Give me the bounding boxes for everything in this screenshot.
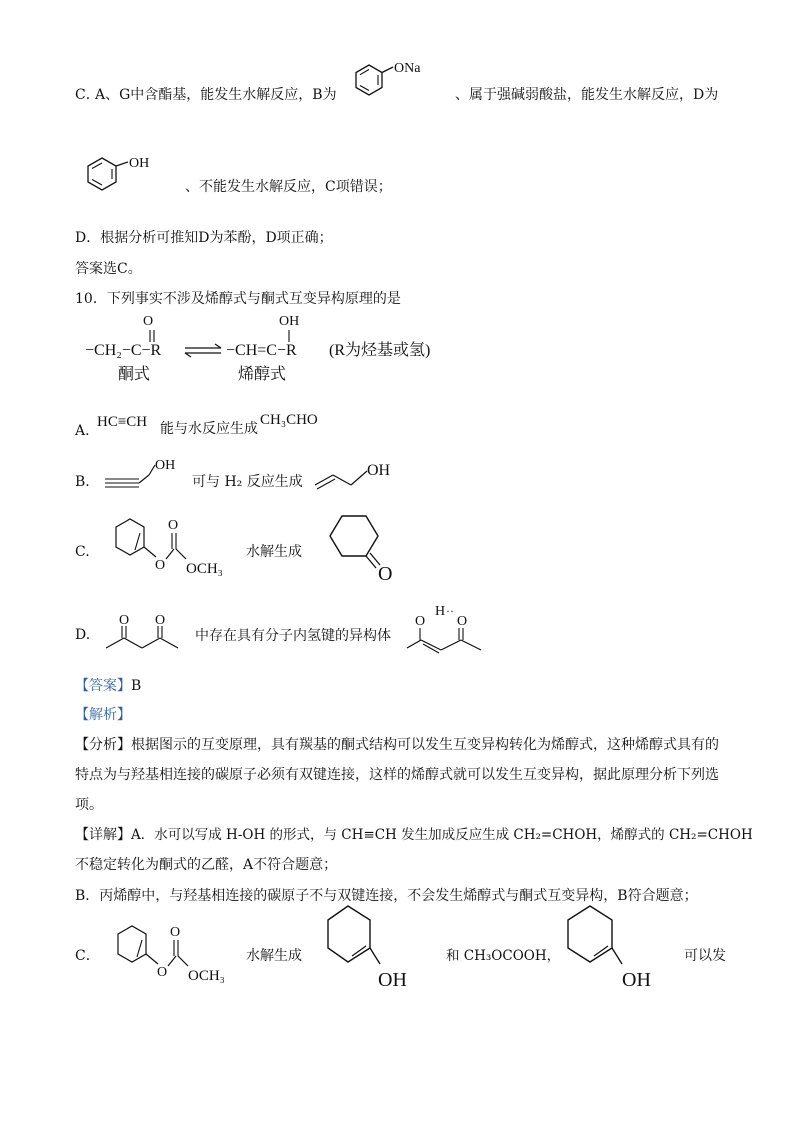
propargyl-alcohol-structure <box>103 455 183 490</box>
svg-text:O: O <box>457 614 468 629</box>
option-b-text: 可与 H₂ 反应生成 <box>192 474 303 490</box>
acetylacetone-structure <box>104 608 194 658</box>
xiangjie-c-text-1: 水解生成 <box>246 948 302 964</box>
b-oh-label-1: OH <box>155 458 176 473</box>
c-och3-label: OCH₃ <box>186 561 223 577</box>
xj-enol-carbonate-structure <box>104 918 244 990</box>
answer-line: 答案选C。 <box>75 261 142 277</box>
equilibrium-arrows <box>183 344 223 358</box>
xiangjie-line-1: A．水可以写成 H-OH 的形式，与 CH≡CH 发生加成反应生成 CH₂=CHOH，烯醇式的 CH₂=CHOH <box>131 827 753 843</box>
option-d-text: D．根据分析可推知D为苯酚，D项正确； <box>75 230 333 246</box>
svg-text:H: H <box>435 604 446 619</box>
xj-o-label: O <box>170 925 181 940</box>
option-c10-text: 水解生成 <box>246 544 302 560</box>
xiangjie-line-2: 不稳定转化为酮式的乙醛，A不符合题意； <box>75 857 338 873</box>
xj-oh-label-2: OH <box>622 969 651 991</box>
xiangjie-c-letter: C． <box>75 948 100 964</box>
sodium-phenoxide-structure <box>352 60 452 110</box>
c-ketone-o-label: O <box>378 563 393 585</box>
xj-cyclohexenol-structure-2 <box>560 902 690 997</box>
enol-hbond-structure <box>405 598 495 658</box>
phenol-structure <box>82 152 182 202</box>
enol-formula: −CH=C−R <box>226 342 297 359</box>
fenxi-line-3: 项。 <box>75 797 103 813</box>
enol-label: 烯醇式 <box>238 364 287 383</box>
xiangjie-c-text-2: 和 CH₃OCOOH， <box>446 948 561 964</box>
answer-value: B <box>131 678 142 694</box>
fenxi-line-1: 根据图示的互变原理，具有羰基的酮式结构可以发生互变异构转化为烯醇式，这种烯醇式具有的 <box>131 737 719 753</box>
question-10-stem: 10．下列事实不涉及烯醇式与酮式互变异构原理的是 <box>75 291 401 307</box>
option-c-text-2: 、属于强碱弱酸盐，能发生水解反应，D为 <box>455 87 719 103</box>
option-d10-text: 中存在具有分子内氢键的异构体 <box>195 628 391 644</box>
acetylene-formula: HC≡CH <box>97 414 148 430</box>
option-c10-letter: C. <box>75 544 90 560</box>
keto-formula: −CH₂−C−R <box>85 342 162 359</box>
xiangjie-c-text-end: 可以发 <box>684 948 726 964</box>
ona-label: ONa <box>394 61 421 76</box>
option-d10-letter: D. <box>75 627 91 643</box>
option-c-label: C． <box>75 87 100 103</box>
svg-text:O: O <box>157 965 168 980</box>
c-o2-label: O <box>168 518 179 533</box>
answer-tag: 【答案】 <box>75 678 131 694</box>
svg-text:O: O <box>119 613 130 628</box>
svg-text:O: O <box>155 613 166 628</box>
cyclohexanone-structure <box>312 512 412 585</box>
xiangjie-line-3: B．丙烯醇中，与羟基相连接的碳原子不与双键连接，不会发生烯醇式与酮式互变异构，B符合题意； <box>75 888 698 904</box>
xj-cyclohexenol-structure-1 <box>312 902 442 997</box>
r-note: (R为烃基或氢) <box>329 342 431 359</box>
option-b-letter: B. <box>75 474 90 490</box>
enol-carbonate-structure <box>100 515 240 585</box>
oh-label: OH <box>129 156 150 171</box>
b-oh-label-2: OH <box>367 462 391 479</box>
fenxi-line-2: 特点为与羟基相连接的碳原子必须有双键连接，这样的烯醇式就可以发生互变异构，据此原理分析下列选 <box>75 767 719 783</box>
analysis-tag: 【解析】 <box>75 707 131 723</box>
xj-oh-label-1: OH <box>378 969 407 991</box>
fenxi-tag: 【分析】 <box>75 737 131 753</box>
keto-o-label: O <box>143 314 154 329</box>
allyl-alcohol-structure <box>311 455 401 490</box>
option-c-text-3: 、不能发生水解反应，C项错误； <box>185 179 392 195</box>
svg-text:··: ·· <box>446 604 454 618</box>
xiangjie-tag: 【详解】 <box>75 827 131 843</box>
option-a-letter: A. <box>75 423 90 439</box>
keto-label: 酮式 <box>118 364 151 383</box>
c-o1-label: O <box>155 558 166 573</box>
svg-text:O: O <box>415 614 426 629</box>
enol-oh-label: OH <box>279 314 300 329</box>
acetaldehyde-formula: CH₃CHO <box>260 412 318 428</box>
option-c-text-1: A、G中含酯基，能发生水解反应，B为 <box>95 87 337 103</box>
xj-och3-label: OCH₃ <box>188 968 225 984</box>
option-a-text: 能与水反应生成 <box>160 421 258 437</box>
